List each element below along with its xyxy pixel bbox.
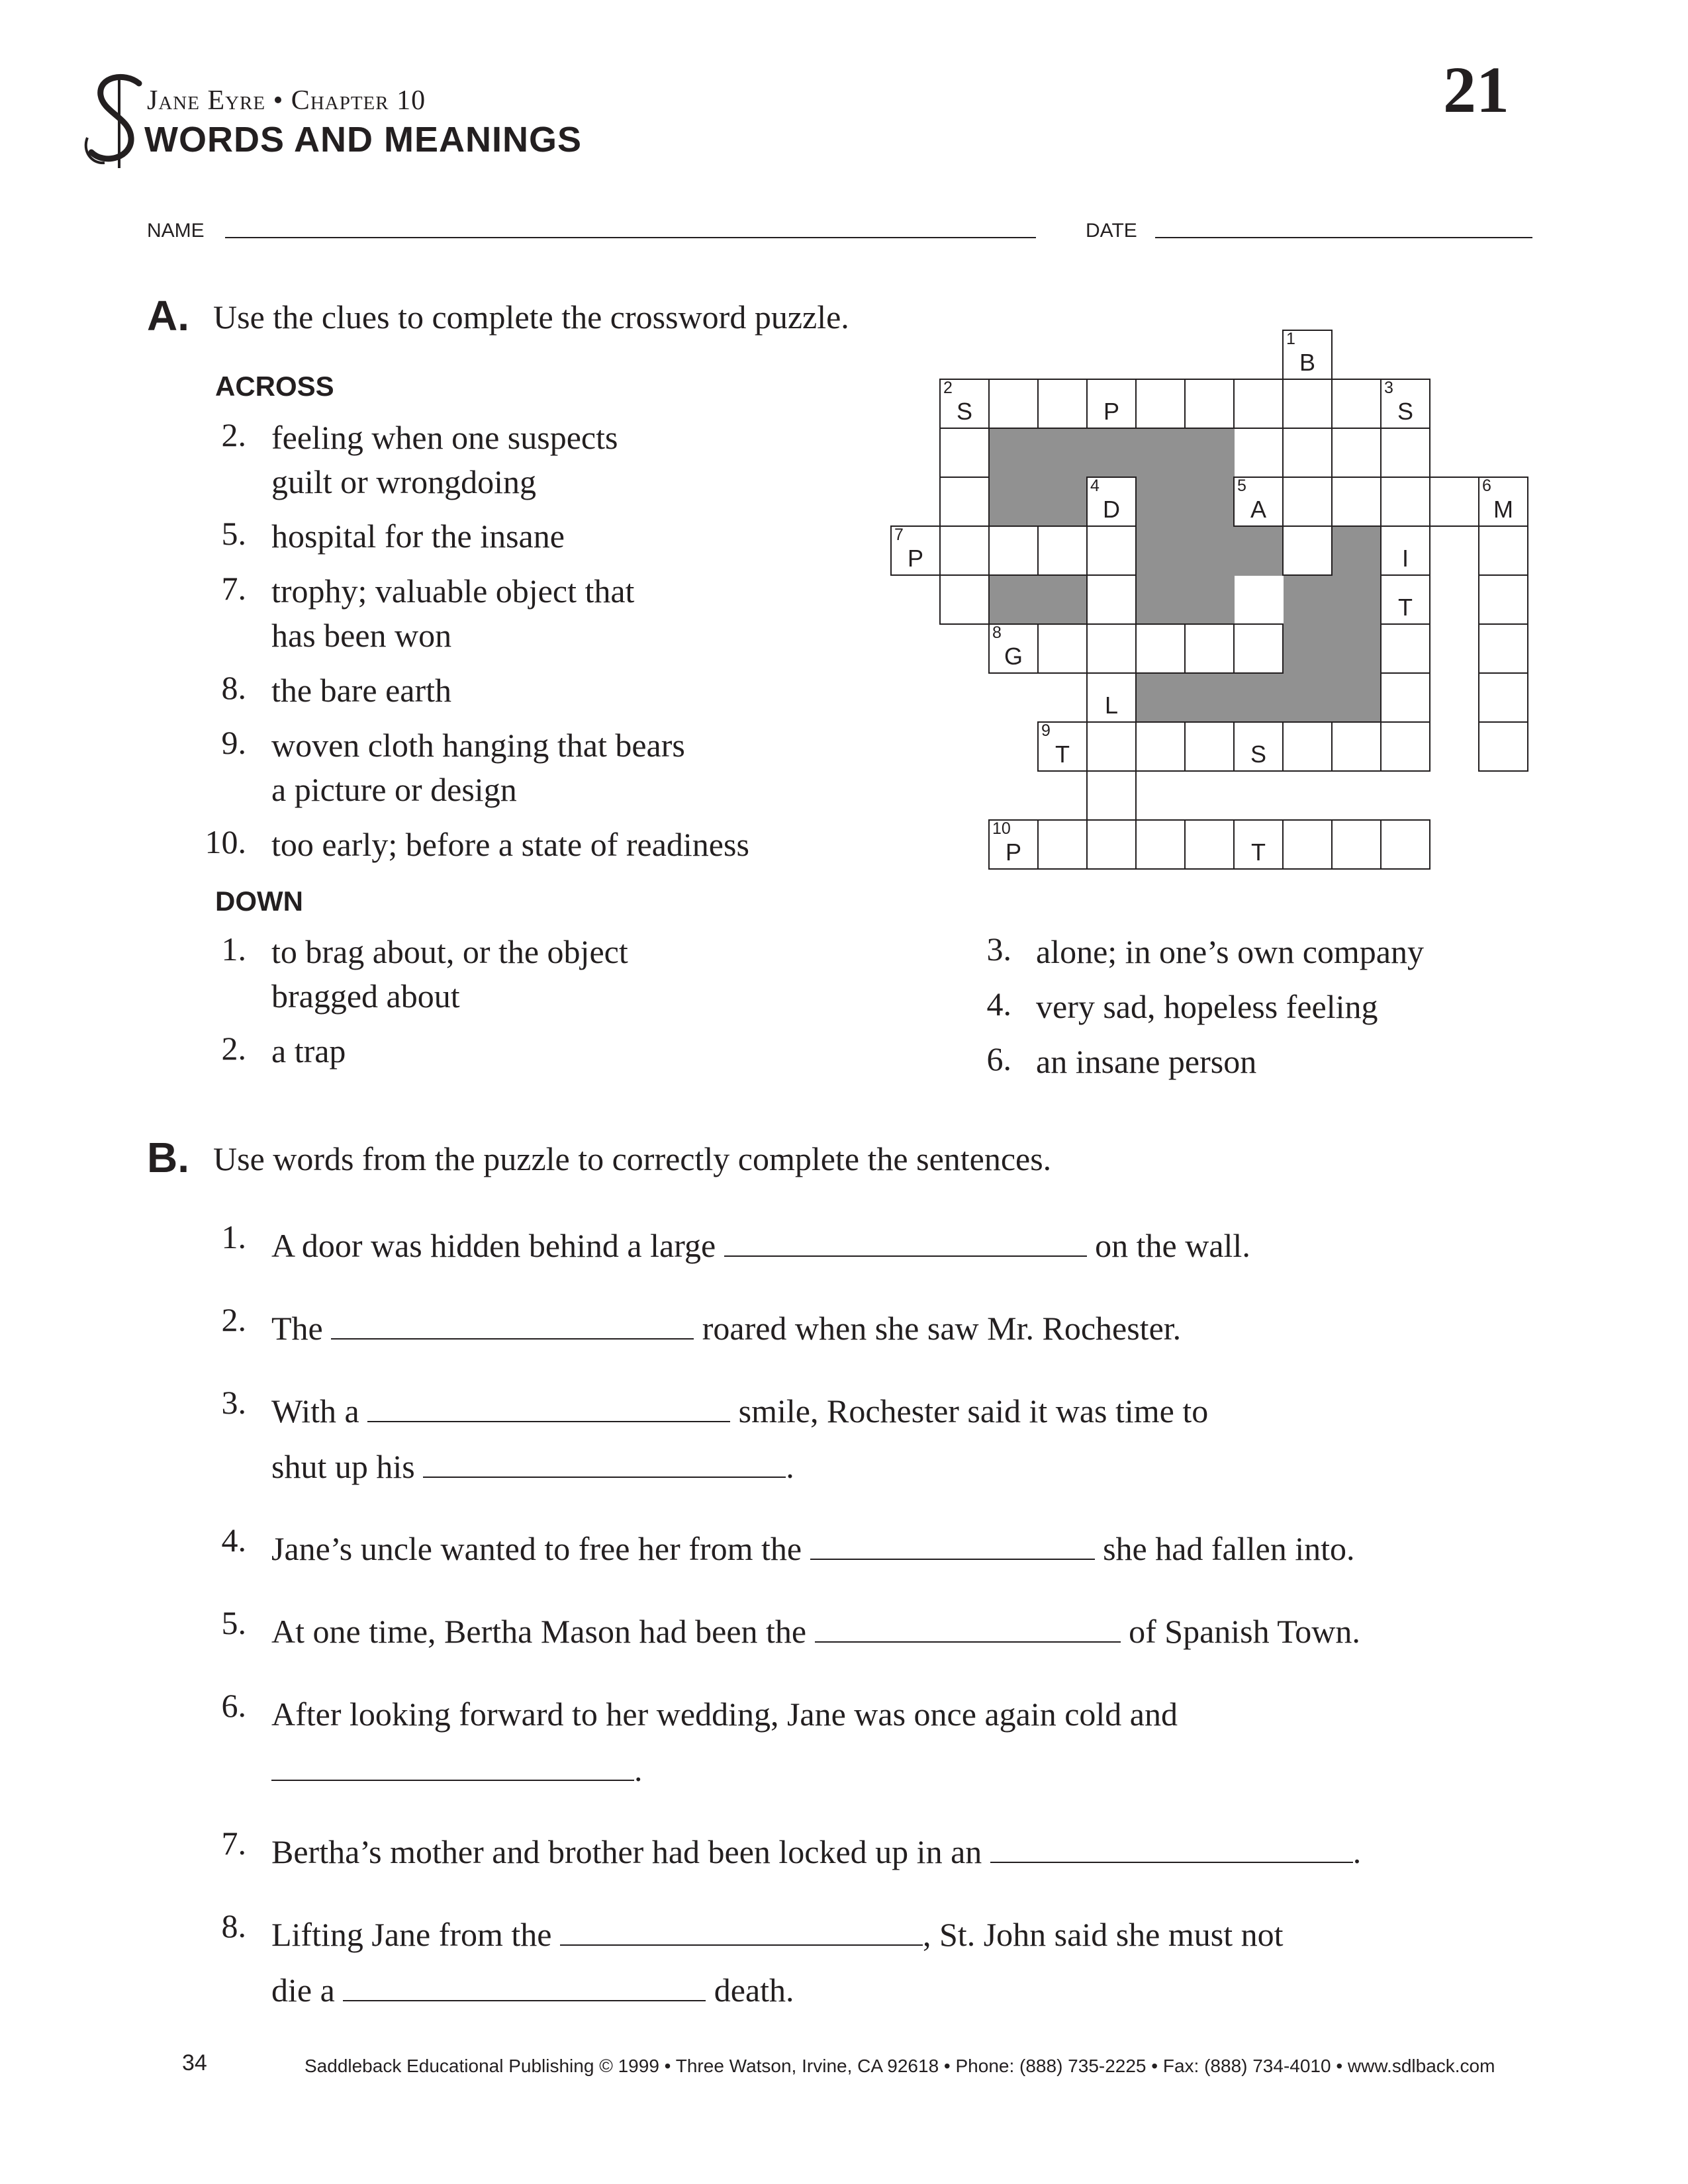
cell-letter: S bbox=[1250, 741, 1266, 768]
shaded-region bbox=[1137, 527, 1186, 576]
date-label: DATE bbox=[1086, 220, 1137, 242]
sentence-line: Bertha’s mother and brother had been locked up in an . bbox=[271, 1833, 1362, 1870]
clue-number-label: 1 bbox=[1286, 330, 1295, 348]
clue-number-label: 9 bbox=[1041, 721, 1051, 740]
down-clue-number: 3. bbox=[986, 931, 1011, 968]
sentence-line: A door was hidden behind a large on the wall. bbox=[271, 1227, 1250, 1264]
crossword-cell[interactable] bbox=[1478, 672, 1528, 723]
sentence-number: 5. bbox=[221, 1604, 246, 1641]
cell-letter: P bbox=[907, 545, 923, 572]
crossword-cell[interactable] bbox=[1380, 574, 1430, 625]
sentence-line: Lifting Jane from the , St. John said she must not bbox=[271, 1916, 1284, 1953]
sentence-number: 7. bbox=[221, 1825, 246, 1862]
down-clue-text: an insane person bbox=[1036, 1043, 1257, 1080]
cell-letter: P bbox=[1103, 398, 1119, 425]
section-b-letter: B. bbox=[147, 1134, 189, 1181]
shaded-region bbox=[1137, 576, 1186, 625]
cell-letter: T bbox=[1398, 594, 1413, 621]
down-clue-text: alone; in one’s own company bbox=[1036, 933, 1424, 970]
shaded-region bbox=[990, 576, 1088, 625]
crossword-cell[interactable] bbox=[1233, 721, 1284, 772]
sentence-line: The roared when she saw Mr. Rochester. bbox=[271, 1310, 1182, 1347]
crossword-cell[interactable] bbox=[1086, 477, 1137, 527]
crossword-cell[interactable] bbox=[1037, 623, 1088, 674]
clue-number-label: 5 bbox=[1237, 477, 1246, 495]
cell-letter: S bbox=[1397, 398, 1413, 425]
crossword-cell[interactable] bbox=[1135, 379, 1186, 429]
sentence-number: 8. bbox=[221, 1907, 246, 1944]
crossword-cell[interactable] bbox=[1184, 623, 1235, 674]
crossword-cell[interactable] bbox=[1282, 721, 1333, 772]
cell-letter: S bbox=[956, 398, 972, 425]
sentence-number: 2. bbox=[221, 1301, 246, 1338]
across-clue-number: 5. bbox=[221, 515, 246, 552]
cell-letter: I bbox=[1401, 545, 1409, 572]
crossword-cell[interactable] bbox=[1184, 379, 1235, 429]
crossword-cell[interactable] bbox=[1233, 477, 1284, 527]
crossword-cell[interactable] bbox=[1478, 574, 1528, 625]
crossword-cell[interactable] bbox=[1135, 623, 1186, 674]
answer-blank[interactable] bbox=[343, 1971, 706, 2001]
cell-letter: M bbox=[1493, 496, 1513, 523]
down-clue-number: 6. bbox=[986, 1040, 1011, 1077]
crossword-cell[interactable] bbox=[1037, 525, 1088, 576]
clue-number-label: 3 bbox=[1384, 379, 1393, 397]
crossword-cell[interactable] bbox=[1135, 819, 1186, 870]
across-clue-text: too early; before a state of readiness bbox=[271, 826, 749, 863]
crossword-cell[interactable] bbox=[1233, 379, 1284, 429]
crossword-cell[interactable] bbox=[1380, 672, 1430, 723]
crossword-cell[interactable] bbox=[1086, 574, 1137, 625]
across-clue-number: 9. bbox=[221, 724, 246, 761]
cell-letter: D bbox=[1103, 496, 1120, 523]
crossword-cell[interactable] bbox=[939, 379, 990, 429]
cell-letter: G bbox=[1004, 643, 1023, 670]
shaded-region bbox=[1137, 674, 1284, 723]
shaded-region bbox=[990, 429, 1088, 478]
answer-blank[interactable] bbox=[423, 1447, 786, 1478]
crossword-grid bbox=[890, 330, 1532, 879]
shaded-region bbox=[1088, 429, 1137, 478]
crossword-cell[interactable] bbox=[1282, 428, 1333, 478]
crossword-cell[interactable] bbox=[1086, 770, 1137, 821]
down-heading: DOWN bbox=[215, 886, 303, 917]
sentence-line: At one time, Bertha Mason had been the of Spanish Town. bbox=[271, 1613, 1360, 1650]
crossword-cell[interactable] bbox=[1184, 721, 1235, 772]
across-clue-text: woven cloth hanging that bears bbox=[271, 727, 685, 764]
across-clue-number: 8. bbox=[221, 669, 246, 706]
crossword-cell[interactable] bbox=[1282, 379, 1333, 429]
section-a-letter: A. bbox=[147, 292, 189, 340]
name-label: NAME bbox=[147, 220, 205, 242]
crossword-cell[interactable] bbox=[1037, 379, 1088, 429]
crossword-cell[interactable] bbox=[1086, 819, 1137, 870]
clue-number-label: 6 bbox=[1482, 477, 1491, 495]
cell-letter: T bbox=[1055, 741, 1070, 768]
shaded-region bbox=[1284, 625, 1382, 723]
crossword-cell[interactable] bbox=[1331, 379, 1382, 429]
crossword-cell[interactable] bbox=[1380, 525, 1430, 576]
across-clue-number: 2. bbox=[221, 416, 246, 453]
crossword-cell[interactable] bbox=[988, 623, 1039, 674]
date-field[interactable] bbox=[1155, 237, 1532, 238]
shaded-region bbox=[990, 478, 1088, 527]
across-heading: ACROSS bbox=[215, 371, 334, 402]
crossword-cell[interactable] bbox=[1086, 525, 1137, 576]
book-title: Jane Eyre • Chapter 10 bbox=[147, 85, 426, 116]
crossword-cell[interactable] bbox=[1086, 379, 1137, 429]
crossword-cell[interactable] bbox=[988, 379, 1039, 429]
crossword-cell[interactable] bbox=[988, 525, 1039, 576]
shaded-region bbox=[1284, 576, 1382, 625]
crossword-cell[interactable] bbox=[1380, 379, 1430, 429]
crossword-cell[interactable] bbox=[1135, 721, 1186, 772]
sentence-number: 4. bbox=[221, 1522, 246, 1559]
answer-blank[interactable] bbox=[724, 1226, 1087, 1257]
crossword-cell[interactable] bbox=[1233, 819, 1284, 870]
crossword-cell[interactable] bbox=[1429, 477, 1479, 527]
across-clue-text: the bare earth bbox=[271, 672, 452, 709]
name-field[interactable] bbox=[225, 237, 1036, 238]
sentence-line: shut up his . bbox=[271, 1448, 794, 1485]
shaded-region bbox=[1137, 429, 1235, 527]
across-clue-text: has been won bbox=[271, 617, 452, 654]
crossword-cell[interactable] bbox=[1282, 477, 1333, 527]
cell-letter: T bbox=[1251, 839, 1266, 866]
crossword-cell[interactable] bbox=[1331, 477, 1382, 527]
crossword-cell[interactable] bbox=[1380, 623, 1430, 674]
crossword-cell[interactable] bbox=[1380, 721, 1430, 772]
crossword-cell[interactable] bbox=[988, 819, 1039, 870]
sentence-number: 1. bbox=[221, 1218, 246, 1255]
crossword-cell[interactable] bbox=[1037, 721, 1088, 772]
crossword-cell[interactable] bbox=[1282, 819, 1333, 870]
crossword-cell[interactable] bbox=[939, 477, 990, 527]
down-clue-number: 2. bbox=[221, 1030, 246, 1067]
sentence-line: With a smile, Rochester said it was time to bbox=[271, 1392, 1209, 1430]
crossword-cell[interactable] bbox=[1478, 525, 1528, 576]
crossword-cell[interactable] bbox=[1380, 428, 1430, 478]
sentence-number: 6. bbox=[221, 1687, 246, 1724]
sentence-line: After looking forward to her wedding, Jane was once again cold and bbox=[271, 1696, 1178, 1733]
sentence-line: die a death. bbox=[271, 1972, 794, 2009]
across-clue-text: hospital for the insane bbox=[271, 518, 565, 555]
answer-blank[interactable] bbox=[810, 1529, 1095, 1560]
section-b-instruction: Use words from the puzzle to correctly complete the sentences. bbox=[213, 1140, 1052, 1177]
publisher-logo-icon bbox=[78, 71, 151, 171]
crossword-cell[interactable] bbox=[1086, 672, 1137, 723]
down-clue-text: to brag about, or the object bbox=[271, 933, 628, 970]
page-number: 34 bbox=[182, 2050, 207, 2075]
cell-letter: A bbox=[1250, 496, 1266, 523]
across-clue-number: 10. bbox=[205, 823, 246, 860]
down-clue-text: bragged about bbox=[271, 978, 460, 1015]
crossword-cell[interactable] bbox=[939, 428, 990, 478]
cell-letter: L bbox=[1104, 692, 1119, 719]
crossword-cell[interactable] bbox=[890, 525, 941, 576]
clue-number-label: 2 bbox=[943, 379, 953, 397]
cell-letter: P bbox=[1005, 839, 1021, 866]
crossword-cell[interactable] bbox=[1282, 330, 1333, 380]
crossword-cell[interactable] bbox=[1233, 623, 1284, 674]
answer-blank[interactable] bbox=[815, 1612, 1121, 1643]
crossword-cell[interactable] bbox=[1086, 623, 1137, 674]
down-clue-text: very sad, hopeless feeling bbox=[1036, 988, 1378, 1025]
crossword-cell[interactable] bbox=[1086, 721, 1137, 772]
cell-letter: B bbox=[1299, 349, 1315, 376]
clue-number-label: 4 bbox=[1090, 477, 1100, 495]
crossword-cell[interactable] bbox=[1478, 721, 1528, 772]
across-clue-text: feeling when one suspects bbox=[271, 419, 618, 456]
crossword-cell[interactable] bbox=[1478, 623, 1528, 674]
crossword-cell[interactable] bbox=[939, 525, 990, 576]
down-clue-number: 4. bbox=[986, 985, 1011, 1023]
footer-publisher-info: Saddleback Educational Publishing © 1999 • Three Watson, Irvine, CA 92618 • Phone: (888) 735-2225 • Fax: (888) 734-4010 • www.sdlback.com bbox=[305, 2056, 1495, 2076]
answer-blank[interactable] bbox=[331, 1309, 694, 1340]
clue-number-label: 10 bbox=[992, 819, 1011, 838]
crossword-cell[interactable] bbox=[1037, 819, 1088, 870]
crossword-cell[interactable] bbox=[1478, 477, 1528, 527]
crossword-cell[interactable] bbox=[1331, 819, 1382, 870]
unit-number: 21 bbox=[1443, 53, 1509, 126]
sentence-number: 3. bbox=[221, 1384, 246, 1421]
sentence-line: . bbox=[271, 1742, 643, 1797]
clue-number-label: 8 bbox=[992, 623, 1002, 642]
crossword-cell[interactable] bbox=[1184, 819, 1235, 870]
answer-blank[interactable] bbox=[367, 1392, 730, 1422]
across-clue-text: a picture or design bbox=[271, 771, 517, 808]
section-a-instruction: Use the clues to complete the crossword puzzle. bbox=[213, 298, 849, 336]
answer-blank[interactable] bbox=[560, 1915, 923, 1946]
down-clue-number: 1. bbox=[221, 931, 246, 968]
across-clue-text: trophy; valuable object that bbox=[271, 572, 635, 610]
crossword-cell[interactable] bbox=[1380, 477, 1430, 527]
answer-blank[interactable] bbox=[990, 1833, 1353, 1863]
crossword-cell[interactable] bbox=[1331, 721, 1382, 772]
clue-number-label: 7 bbox=[894, 525, 904, 544]
down-clue-text: a trap bbox=[271, 1032, 346, 1069]
crossword-cell[interactable] bbox=[1282, 525, 1333, 576]
answer-blank[interactable] bbox=[271, 1751, 634, 1781]
crossword-cell[interactable] bbox=[939, 574, 990, 625]
across-clue-number: 7. bbox=[221, 570, 246, 607]
crossword-cell[interactable] bbox=[1380, 819, 1430, 870]
across-clue-text: guilt or wrongdoing bbox=[271, 463, 536, 500]
sentence-line: Jane’s uncle wanted to free her from the she had fallen into. bbox=[271, 1530, 1355, 1567]
page-title: WORDS AND MEANINGS bbox=[144, 120, 582, 159]
